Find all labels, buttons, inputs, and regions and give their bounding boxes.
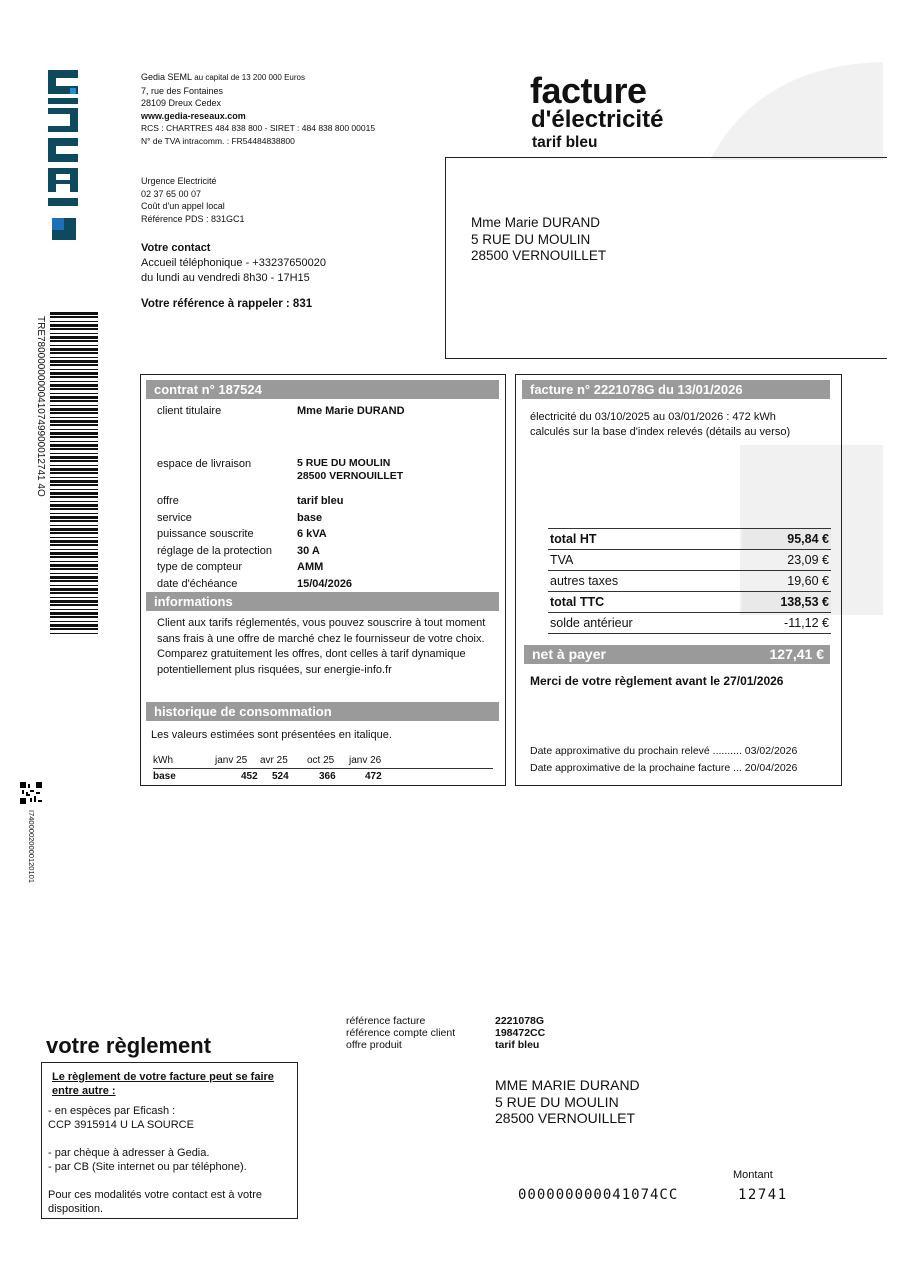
next-dates	[530, 743, 797, 776]
invoice-number: facture n° 2221078G du 13/01/2026	[522, 380, 830, 399]
total-value: 138,53 €	[742, 592, 831, 613]
ref-label: référence compte client	[346, 1027, 456, 1039]
contract-value: 15/04/2026	[297, 577, 353, 590]
informations-title: informations	[146, 592, 499, 611]
contract-label: type de compteur	[157, 561, 242, 573]
slip-code: 000000000041074CC	[518, 1187, 679, 1203]
contract-value: 30 A	[297, 544, 320, 557]
history-period: oct 25	[307, 755, 335, 766]
contract-value: base	[297, 511, 323, 524]
supplier-address2: 28109 Dreux Cedex	[141, 98, 222, 108]
history-value: 524	[272, 771, 289, 782]
net-label: net à payer	[532, 646, 606, 662]
slip-street: 5 RUE DU MOULIN	[495, 1093, 619, 1110]
method-cb: - par CB (Site internet ou par téléphone).	[48, 1161, 247, 1173]
slip-address	[495, 1077, 640, 1127]
payment-ref-values	[495, 1015, 545, 1051]
delivery-street: 5 RUE DU MOULIN	[297, 457, 391, 469]
amount-label: Montant	[733, 1169, 773, 1181]
recipient-address	[471, 215, 606, 265]
contact-reference	[141, 298, 312, 310]
next-reading: Date approximative du prochain relevé .......... 03/02/2026	[530, 745, 798, 757]
history-value: 472	[365, 771, 382, 782]
barcode-text: TRE78000000000410749900012741 4O	[35, 316, 46, 497]
ref-value: tarif bleu	[495, 1039, 540, 1051]
invoice-tariff: tarif bleu	[532, 134, 598, 151]
contract-label: client titulaire	[157, 405, 222, 417]
total-label: autres taxes	[548, 571, 742, 592]
delivery-city: 28500 VERNOUILLET	[297, 470, 404, 482]
supplier-address1: 7, rue des Fontaines	[141, 85, 224, 96]
recipient-city: 28500 VERNOUILLET	[471, 248, 607, 263]
contract-title: contrat n° 187524	[146, 380, 499, 399]
totals-table	[548, 528, 831, 634]
urgency-cost: Coût d'un appel local	[141, 201, 225, 211]
supplier-capital: au capital de 13 200 000 Euros	[194, 73, 305, 82]
history-value: 366	[319, 771, 336, 782]
contract-value: tarif bleu	[297, 495, 344, 507]
total-value: -11,12 €	[742, 613, 831, 634]
ref-label: offre produit	[346, 1039, 402, 1051]
contract-label: date d'échéance	[157, 577, 238, 590]
ref-value: 198472CC	[495, 1027, 546, 1039]
contract-label: espace de livraison	[157, 458, 252, 470]
contact-phone: Accueil téléphonique - +33237650020	[141, 257, 327, 269]
qr-code	[20, 782, 42, 809]
total-label: TVA	[548, 550, 742, 571]
recipient-street: 5 RUE DU MOULIN	[471, 231, 591, 247]
invoice-period: électricité du 03/10/2025 au 03/01/2026 : 472 kWh	[530, 411, 776, 423]
contract-label: réglage de la protection	[157, 544, 272, 557]
payment-deadline: Merci de votre règlement avant le 27/01/2026	[530, 674, 784, 688]
contact-title: Votre contact	[141, 242, 211, 254]
contact-info	[141, 241, 326, 286]
history-period: janv 26	[349, 755, 382, 766]
method-cash-account: CCP 3915914 U LA SOURCE	[48, 1119, 194, 1131]
contract-label: puissance souscrite	[157, 528, 254, 540]
contract-label: offre	[157, 495, 179, 507]
small-code: I74000020000120101	[27, 810, 36, 883]
supplier-tva: N° de TVA intracomm. : FR54484838800	[141, 135, 295, 146]
contract-details	[157, 404, 487, 593]
supplier-rcs: RCS : CHARTRES 484 838 800 - SIRET : 484 838 800 00015	[141, 123, 376, 133]
supplier-info	[141, 71, 461, 147]
history-table	[153, 753, 493, 784]
supplier-website[interactable]: www.gedia-reseaux.com	[141, 110, 246, 121]
slip-city: 28500 VERNOUILLET	[495, 1110, 636, 1126]
total-value: 19,60 €	[742, 571, 831, 592]
invoice-description	[530, 410, 790, 439]
urgency-info	[141, 175, 245, 225]
urgency-pds: Référence PDS : 831GC1	[141, 213, 245, 224]
payment-footer: Pour ces modalités votre contact est à votre disposition.	[48, 1189, 262, 1215]
method-cash: - en espèces par Eficash :	[48, 1105, 176, 1117]
invoice-title: facture	[530, 70, 647, 111]
ref-label: référence facture	[346, 1015, 426, 1027]
next-invoice: Date approximative de la prochaine facture ... 20/04/2026	[530, 761, 798, 774]
contact-hours: du lundi au vendredi 8h30 - 17H15	[141, 272, 310, 284]
urgency-phone: 02 37 65 00 07	[141, 188, 202, 199]
net-value: 127,41 €	[769, 646, 824, 662]
slip-name: MME MARIE DURAND	[495, 1077, 640, 1093]
total-label: solde antérieur	[548, 613, 742, 634]
payment-ref-labels	[346, 1015, 455, 1051]
method-cheque: - par chèque à adresser à Gedia.	[48, 1147, 210, 1159]
history-title: historique de consommation	[146, 702, 499, 721]
urgency-title: Urgence Electricité	[141, 176, 217, 186]
history-period: janv 25	[215, 755, 248, 766]
contract-label: service	[157, 511, 192, 524]
ref-value: 2221078G	[495, 1015, 545, 1027]
contact-ref-value: 831	[292, 298, 313, 310]
informations-text: Client aux tarifs réglementés, vous pouvez souscrire à tout moment sans frais à une offre de marché chez le fournisseur de votre choix. Comparez gratuitement les offres, dont celles à tarif dynamique potentiellement plus risquées, sur energie-info.fr	[157, 617, 486, 676]
payment-methods	[48, 1104, 288, 1216]
total-label: total TTC	[548, 592, 742, 613]
payment-methods-title: Le règlement de votre facture peut se faire entre autre :	[52, 1071, 274, 1097]
history-value: 452	[241, 771, 258, 782]
total-label: total HT	[548, 529, 742, 550]
barcode	[50, 312, 100, 637]
slip-amount-code: 12741	[738, 1187, 788, 1203]
history-row-label: base	[153, 771, 176, 782]
contract-value: 6 kVA	[297, 528, 327, 540]
contract-value: AMM	[297, 561, 324, 573]
contract-value: Mme Marie DURAND	[297, 405, 405, 417]
supplier-name: Gedia SEML	[141, 72, 192, 82]
invoice-basis: calculés sur la base d'index relevés (détails au verso)	[530, 425, 791, 438]
gedia-logo	[42, 68, 82, 248]
recipient-name: Mme Marie DURAND	[471, 215, 601, 230]
history-unit: kWh	[153, 755, 173, 766]
payment-heading: votre règlement	[46, 1033, 212, 1058]
total-value: 95,84 €	[742, 529, 831, 550]
history-period: avr 25	[260, 755, 288, 766]
contact-ref-label: Votre référence à rappeler :	[141, 298, 290, 310]
contract-value-address	[297, 457, 403, 483]
net-to-pay	[524, 645, 830, 664]
history-note: Les valeurs estimées sont présentées en italique.	[151, 729, 392, 741]
total-value: 23,09 €	[742, 550, 831, 571]
invoice-subtitle: d'électricité	[531, 106, 664, 133]
